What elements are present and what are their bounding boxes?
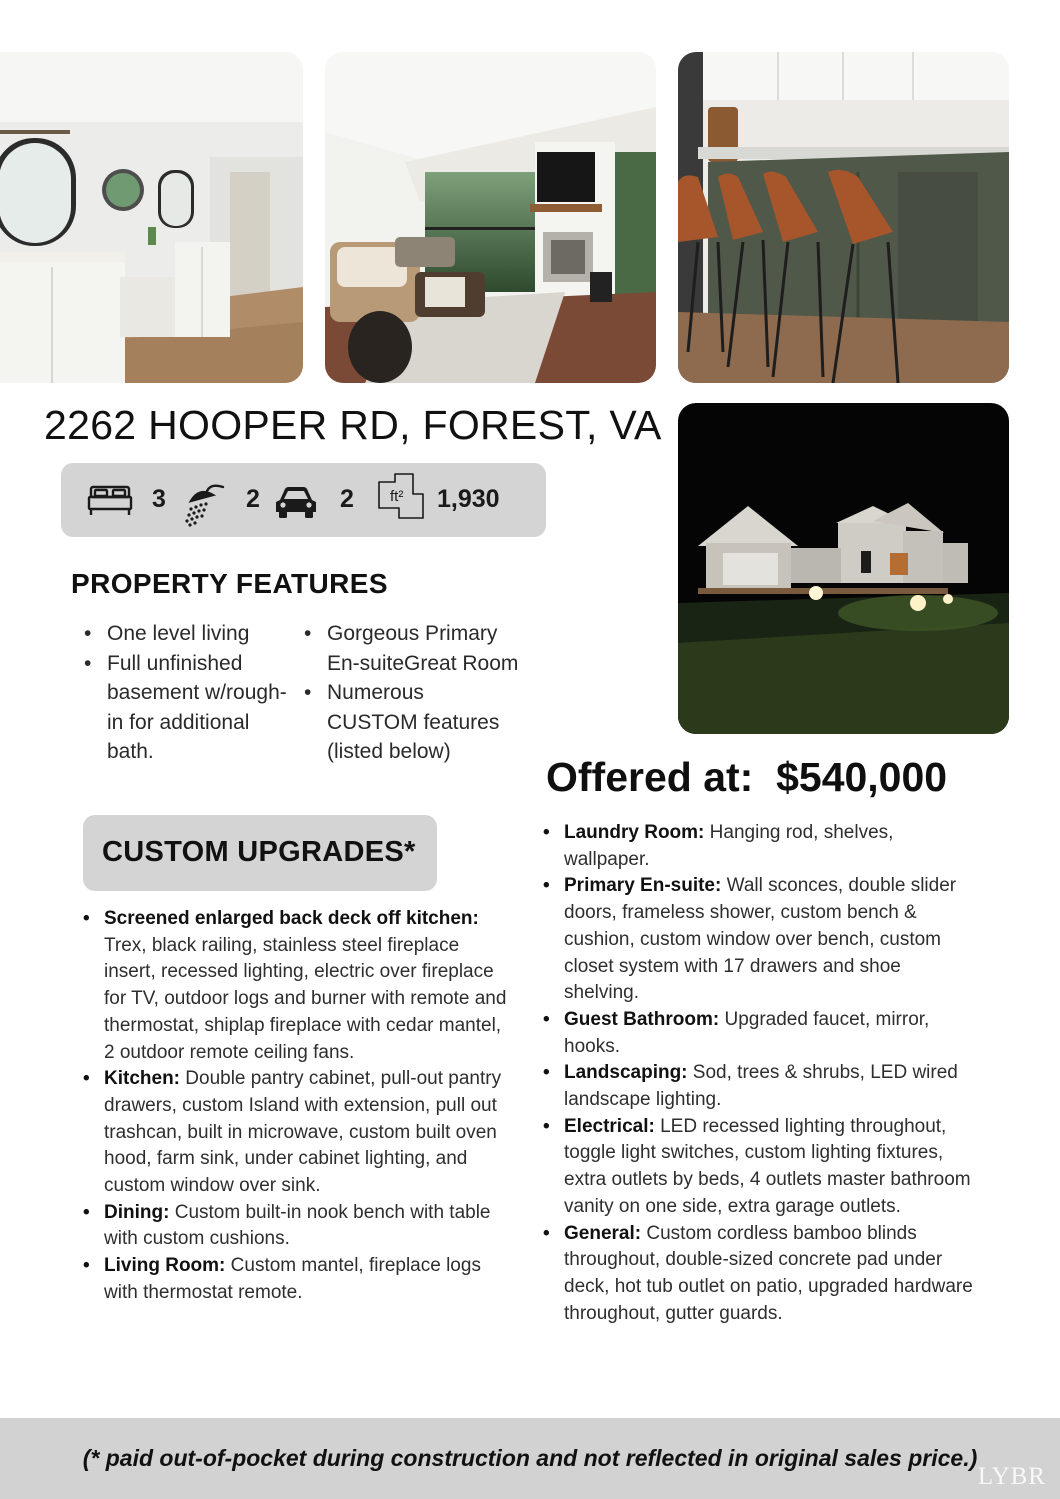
upgrade-title: Electrical: xyxy=(564,1115,655,1137)
square-footage: 1,930 xyxy=(437,485,500,513)
offered-price: Offered at: $540,000 xyxy=(546,754,948,800)
features-list-left xyxy=(84,619,289,767)
upgrade-item xyxy=(83,1066,513,1200)
footer-banner xyxy=(0,1418,1060,1499)
upgrades-list-left xyxy=(83,906,513,1307)
upgrade-text: Double pantry cabinet, pull-out pantry drawers, custom Island with extension, pull out trashcan, built in microwave, custom built oven hood, farm sink, under cabinet lighting, and custom window over sink. xyxy=(104,1068,502,1197)
upgrade-title: Kitchen: xyxy=(104,1068,180,1090)
upgrade-title: Living Room: xyxy=(104,1255,226,1277)
property-features-heading: PROPERTY FEATURES xyxy=(71,568,388,599)
upgrade-item xyxy=(543,1060,973,1113)
listing-address: 2262 HOOPER RD, FOREST, VA xyxy=(44,402,662,448)
features-list-right xyxy=(304,619,519,767)
upgrade-text: Wall sconces, double slider doors, frameless shower, custom bench & cushion, custom window over bench, custom closet system with 17 drawers and shoe shelving. xyxy=(564,875,957,1004)
footer-note: (* paid out-of-pocket during construction and not reflected in original sales price.) xyxy=(82,1445,978,1471)
bed-icon xyxy=(87,483,133,517)
upgrade-text: Trex, black railing, stainless steel fireplace insert, recessed lighting, electric over fireplace for TV, outdoor logs and burner with remote and thermostat, shiplap fireplace with cedar mantel, 2 outdoor remote ceiling fans. xyxy=(104,934,507,1063)
upgrade-item xyxy=(543,1007,973,1060)
upgrade-item xyxy=(543,873,973,1007)
sqft-unit-label: ft² xyxy=(390,488,404,505)
upgrade-title: Guest Bathroom: xyxy=(564,1008,720,1030)
custom-upgrades-heading-box xyxy=(83,815,437,891)
upgrade-text: Custom built-in nook bench with table with custom cushions. xyxy=(104,1201,491,1250)
feature-item: • Gorgeous Primary En-suiteGreat Room xyxy=(304,619,519,678)
bedrooms-count: 3 xyxy=(152,485,166,513)
bathrooms-count: 2 xyxy=(246,485,260,513)
property-stats-bar xyxy=(61,463,546,537)
upgrade-title: Primary En-suite: xyxy=(564,875,722,897)
upgrade-item xyxy=(543,1221,973,1328)
upgrade-item xyxy=(83,906,513,1066)
primary-bathroom-photo xyxy=(0,52,303,383)
upgrade-title: General: xyxy=(564,1222,642,1244)
upgrade-text: Hanging rod, shelves, wallpaper. xyxy=(564,822,894,870)
watermark-logo: LYBR xyxy=(977,1463,1046,1490)
garage-count: 2 xyxy=(340,485,354,513)
kitchen-island-photo xyxy=(678,52,1009,383)
upgrade-text: Custom cordless bamboo blinds throughout, double-sized concrete pad under deck, hot tub outlet on patio, upgraded hardware throughout, gutter guards. xyxy=(564,1222,973,1324)
upgrade-item xyxy=(83,1253,513,1306)
floorplan-sqft-icon xyxy=(377,472,425,520)
shower-icon xyxy=(181,483,227,527)
upgrade-title: Dining: xyxy=(104,1201,170,1223)
feature-item: • Full unfinished basement w/rough-in for additional bath. xyxy=(84,649,289,767)
car-icon xyxy=(274,484,318,520)
screened-deck-photo xyxy=(325,52,656,383)
upgrade-item xyxy=(543,820,973,873)
house-night-exterior-photo xyxy=(678,403,1009,734)
feature-item: • Numerous CUSTOM features (listed below) xyxy=(304,678,519,767)
upgrade-title: Screened enlarged back deck off kitchen: xyxy=(104,908,479,929)
upgrade-text: Sod, trees & shrubs, LED wired landscape lighting. xyxy=(564,1062,958,1111)
upgrade-item xyxy=(83,1200,513,1253)
upgrade-text: Upgraded faucet, mirror, hooks. xyxy=(564,1008,930,1057)
upgrade-text: LED recessed lighting throughout, toggle light switches, custom lighting fixtures, extra outlets by beds, 4 outlets master bathroom vanity on one side, extra garage outlets. xyxy=(564,1115,971,1217)
upgrades-list-right xyxy=(543,820,973,1327)
upgrade-text: Custom mantel, fireplace logs with thermostat remote. xyxy=(104,1255,481,1303)
upgrade-title: Laundry Room: xyxy=(564,822,705,843)
feature-item: • One level living xyxy=(84,619,289,649)
custom-upgrades-heading: CUSTOM UPGRADES* xyxy=(102,836,416,868)
upgrade-title: Landscaping: xyxy=(564,1062,688,1084)
upgrade-item xyxy=(543,1114,973,1221)
